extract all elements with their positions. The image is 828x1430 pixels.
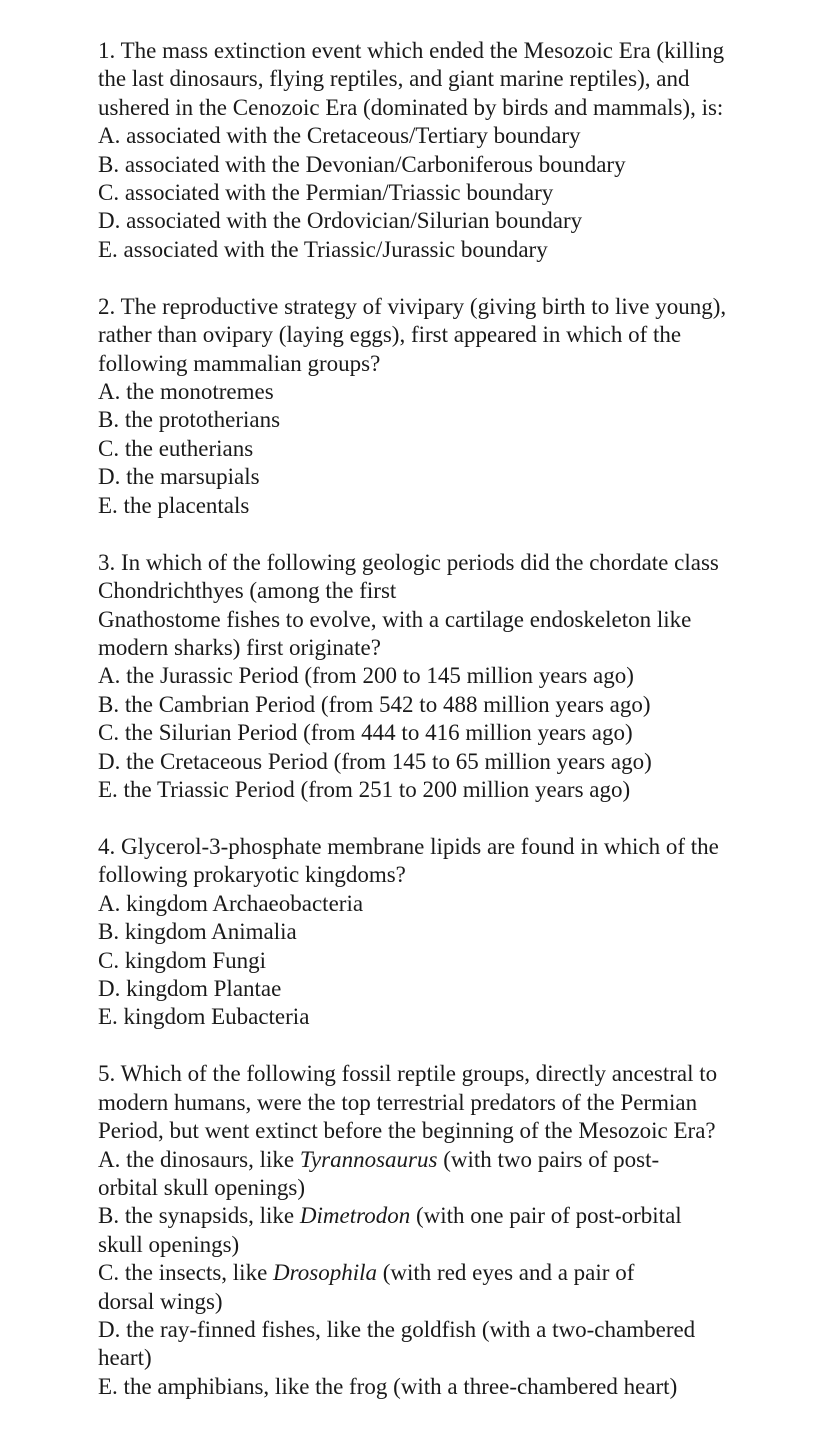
question-5-option-c-continuation: dorsal wings) (98, 1288, 223, 1314)
question-5-option-d-continuation: heart) (98, 1345, 152, 1371)
option-c-suffix: (with red eyes and a pair of (376, 1260, 635, 1286)
option-b-prefix: B. the synapsids, like (98, 1203, 300, 1229)
question-5-text-line: Period, but went extinct before the beginning of the Mesozoic Era? (98, 1118, 716, 1144)
question-3-text-line: 3. In which of the following geologic periods did the chordate class (98, 549, 719, 575)
question-2 (98, 293, 798, 520)
question-4-text-line: 4. Glycerol-3-phosphate membrane lipids are found in which of the (98, 833, 719, 859)
question-4-text-line: following prokaryotic kingdoms? (98, 862, 406, 888)
question-1 (98, 37, 798, 264)
question-5-option-d: D. the ray-finned fishes, like the goldfish (with a two-chambered (98, 1317, 696, 1343)
question-2-option-a: A. the monotremes (98, 379, 274, 405)
question-1-option-c: C. associated with the Permian/Triassic boundary (98, 180, 554, 206)
question-4-option-b: B. kingdom Animalia (98, 919, 297, 945)
question-3-option-e: E. the Triassic Period (from 251 to 200 million years ago) (98, 776, 631, 802)
question-5-option-a-continuation: orbital skull openings) (98, 1175, 305, 1200)
question-3 (98, 549, 798, 805)
question-1-text-line: 1. The mass extinction event which ended the Mesozoic Era (killing (98, 38, 725, 63)
option-c-genus: Drosophila (273, 1260, 377, 1286)
question-3-option-d: D. the Cretaceous Period (from 145 to 65 million years ago) (98, 748, 652, 774)
question-5 (98, 1060, 798, 1401)
option-c-prefix: C. the insects, like (98, 1260, 274, 1286)
question-3-text-line: Chondrichthyes (among the first (98, 578, 397, 604)
question-3-option-c: C. the Silurian Period (from 444 to 416 million years ago) (98, 720, 633, 746)
question-4-option-e: E. kingdom Eubacteria (98, 1004, 310, 1030)
question-2-option-c: C. the eutherians (98, 435, 254, 461)
question-2-text-line: following mammalian groups? (98, 350, 381, 376)
question-2-text-line: rather than ovipary (laying eggs), first appeared in which of the (98, 322, 682, 348)
option-b-genus: Dimetrodon (299, 1203, 411, 1229)
option-b-suffix: (with one pair of post-orbital (410, 1203, 682, 1229)
option-a-prefix: A. the dinosaurs, like (98, 1146, 300, 1172)
option-a-suffix: (with two pairs of post- (437, 1146, 660, 1172)
question-5-text-line: modern humans, were the top terrestrial predators of the Permian (98, 1089, 698, 1115)
question-5-option-c (98, 1259, 798, 1287)
question-1-option-a: A. associated with the Cretaceous/Tertiary boundary (98, 123, 581, 149)
question-4 (98, 833, 798, 1032)
question-1-text-line: ushered in the Cenozoic Era (dominated by birds and mammals), is: (98, 94, 724, 120)
question-1-option-b: B. associated with the Devonian/Carboniferous boundary (98, 151, 626, 177)
question-5-option-a (98, 1146, 798, 1174)
question-3-text-line: Gnathostome fishes to evolve, with a cartilage endoskeleton like (98, 606, 692, 632)
question-2-option-e: E. the placentals (98, 492, 250, 518)
question-5-text-line: 5. Which of the following fossil reptile groups, directly ancestral to (98, 1061, 718, 1087)
question-5-option-b (98, 1202, 798, 1230)
question-2-option-d: D. the marsupials (98, 464, 260, 490)
question-2-option-b: B. the prototherians (98, 407, 281, 433)
option-a-genus: Tyrannosaurus (299, 1146, 438, 1172)
question-3-option-a: A. the Jurassic Period (from 200 to 145 million years ago) (98, 663, 634, 689)
question-4-option-c: C. kingdom Fungi (98, 947, 267, 973)
question-3-option-b: B. the Cambrian Period (from 542 to 488 million years ago) (98, 691, 651, 717)
question-5-option-e: E. the amphibians, like the frog (with a three-chambered heart) (98, 1373, 678, 1399)
question-4-option-d: D. kingdom Plantae (98, 975, 282, 1001)
question-1-option-d: D. associated with the Ordovician/Silurian boundary (98, 208, 583, 234)
question-3-text-line: modern sharks) first originate? (98, 634, 381, 660)
question-1-option-e: E. associated with the Triassic/Jurassic boundary (98, 236, 548, 262)
question-2-text-line: 2. The reproductive strategy of vivipary (giving birth to live young), (98, 293, 727, 319)
question-4-option-a: A. kingdom Archaeobacteria (98, 890, 364, 916)
question-1-text-line: the last dinosaurs, flying reptiles, and giant marine reptiles), and (98, 66, 690, 92)
quiz-document (98, 37, 798, 1430)
question-5-option-b-continuation: skull openings) (98, 1231, 240, 1257)
